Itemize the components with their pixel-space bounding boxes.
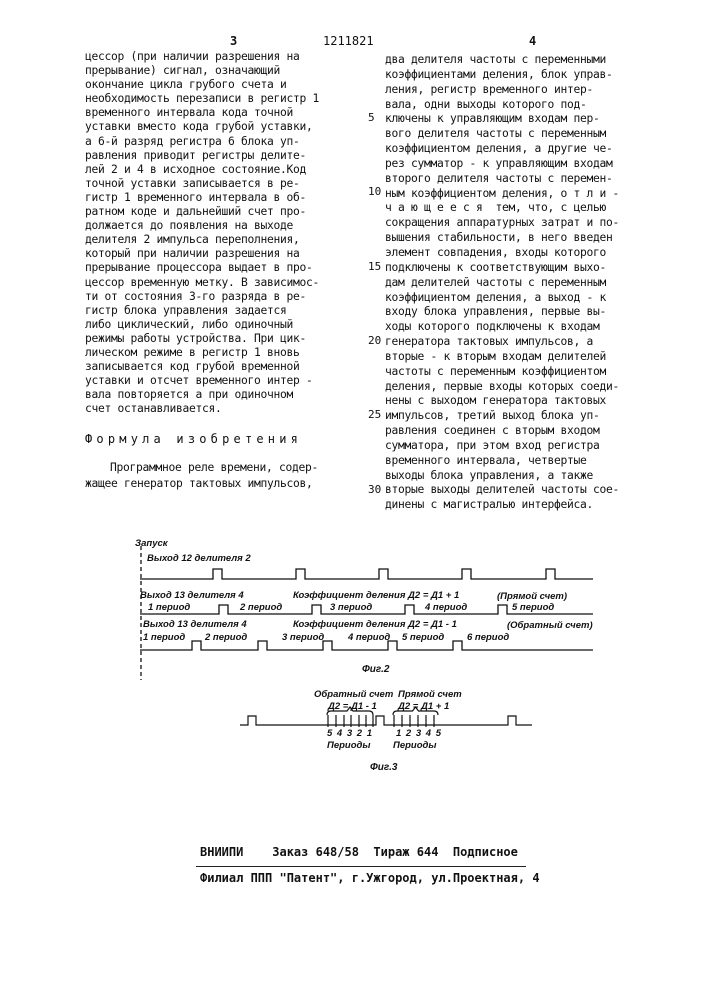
fig2-start-label: Запуск: [135, 538, 168, 549]
text-line: должается до появления на выходе: [85, 219, 319, 233]
text-line: временного интервала, четвертые: [385, 454, 619, 469]
page-number-right: 4: [529, 34, 536, 48]
line-number: 20: [368, 334, 381, 347]
text-line: прерывание) сигнал, означающий: [85, 64, 319, 78]
fig3-left-formula: Д2 = Д1 - 1: [328, 701, 377, 712]
text-line: импульсов, третий выход блока уп-: [385, 409, 619, 424]
text-line: подключены к соответствующим выхо-: [385, 261, 619, 276]
text-line: записывается код грубой временной: [85, 360, 319, 374]
text-line: рез сумматор - к управляющим входам: [385, 157, 619, 172]
text-line: уставки вместо кода грубой уставки,: [85, 120, 319, 134]
fig2-row3-mode: (Обратный счет): [507, 620, 593, 631]
text-line: равления соединен с вторым входом: [385, 424, 619, 439]
fig2-row2-mode: (Прямой счет): [497, 591, 567, 602]
text-line: деления, первые входы которых соеди-: [385, 380, 619, 395]
period-label: 3 период: [330, 602, 372, 613]
fig3-right-label: Периоды: [393, 740, 437, 751]
text-line: счет останавливается.: [85, 402, 319, 416]
text-line: а 6-й разряд регистра 6 блока уп-: [85, 135, 319, 149]
text-line: два делителя частоты с переменными: [385, 53, 619, 68]
line-number: 25: [368, 408, 381, 421]
text-line: делителя 2 импульса переполнения,: [85, 233, 319, 247]
footer-divider: [196, 866, 526, 867]
text-line: вторые - к вторым входам делителей: [385, 350, 619, 365]
text-line: окончание цикла грубого счета и: [85, 78, 319, 92]
fig3-left-mode: Обратный счет: [314, 689, 393, 700]
text-line: вого делителя частоты с переменным: [385, 127, 619, 142]
text-line: сумматора, при этом вход регистра: [385, 439, 619, 454]
footer-line-1: ВНИИПИ Заказ 648/58 Тираж 644 Подписное: [200, 845, 518, 859]
text-line: либо циклический, либо одиночный: [85, 318, 319, 332]
text-line: дам делителей частоты с переменным: [385, 276, 619, 291]
text-line: лей 2 и 4 в исходное состояние.Код: [85, 163, 319, 177]
text-line: вышения стабильности, в него введен: [385, 231, 619, 246]
text-line: ключены к управляющим входам пер-: [385, 112, 619, 127]
text-line: который при наличии разрешения на: [85, 247, 319, 261]
text-line: цессор временную метку. В зависимос-: [85, 276, 319, 290]
text-line: выходы блока управления, а также: [385, 469, 619, 484]
fig3-left-numbers: 5 4 3 2 1: [327, 728, 373, 739]
fig3-right-mode: Прямой счет: [398, 689, 462, 700]
text-line: ти от состояния 3-го разряда в ре-: [85, 290, 319, 304]
text-line: уставки и отсчет временного интер -: [85, 374, 319, 388]
text-line: нены с выходом генератора тактовых: [385, 394, 619, 409]
text-line: элемент совпадения, входы которого: [385, 246, 619, 261]
text-line: прерывание процессора выдает в про-: [85, 261, 319, 275]
text-line: необходимость перезаписи в регистр 1: [85, 92, 319, 106]
text-line: лическом режиме в регистр 1 вновь: [85, 346, 319, 360]
period-label: 5 период: [402, 632, 444, 643]
text-line: генератора тактовых импульсов, а: [385, 335, 619, 350]
fig3-right-formula: Д2 = Д1 + 1: [398, 701, 449, 712]
fig2-caption: Фиг.2: [362, 664, 389, 675]
fig2-row2-coef: Коэффициент деления Д2 = Д1 + 1: [293, 590, 459, 601]
period-label: 1 период: [143, 632, 185, 643]
period-label: 3 период: [282, 632, 324, 643]
period-label: 6 период: [467, 632, 509, 643]
line-number: 15: [368, 260, 381, 273]
text-line: коэффициентом деления, а выход - к: [385, 291, 619, 306]
period-label: 4 период: [348, 632, 390, 643]
patent-page: [0, 0, 707, 1000]
period-label: 1 период: [148, 602, 190, 613]
line-number: 5: [368, 111, 375, 124]
claim-line-1: Программное реле времени, содер-: [110, 460, 318, 475]
pulse-train: [140, 569, 593, 579]
text-line: ным коэффициентом деления, о т л и -: [385, 187, 619, 202]
text-line: сокращения аппаратурных затрат и по-: [385, 216, 619, 231]
fig3-waveform: [240, 707, 532, 727]
text-line: вала повторяется а при одиночном: [85, 388, 319, 402]
period-label: 4 период: [425, 602, 467, 613]
patent-number: 1211821: [323, 34, 374, 48]
text-line: вторые выходы делителей частоты сое-: [385, 483, 619, 498]
pulse-train: [240, 716, 532, 725]
text-line: входу блока управления, первые вы-: [385, 305, 619, 320]
fig2-row2-label: Выход 13 делителя 4: [140, 590, 244, 601]
text-line: вала, одни выходы которого под-: [385, 98, 619, 113]
text-line: второго делителя частоты с перемен-: [385, 172, 619, 187]
text-line: динены с магистралью интерфейса.: [385, 498, 619, 513]
period-label: 5 период: [512, 602, 554, 613]
text-line: коэффициентами деления, блок управ-: [385, 68, 619, 83]
line-number: 10: [368, 185, 381, 198]
period-label: 2 период: [240, 602, 282, 613]
text-line: ходы которого подключены к входам: [385, 320, 619, 335]
text-line: режимы работы устройства. При цик-: [85, 332, 319, 346]
text-line: ратном коде и дальнейший счет про-: [85, 205, 319, 219]
text-line: ления, регистр временного интер-: [385, 83, 619, 98]
fig3-right-numbers: 1 2 3 4 5: [396, 728, 442, 739]
text-line: точной уставки записывается в ре-: [85, 177, 319, 191]
text-line: частоты с переменным коэффициентом: [385, 365, 619, 380]
text-line: равления приводит регистры делите-: [85, 149, 319, 163]
page-number-left: 3: [230, 34, 237, 48]
text-line: гистр 1 временного интервала в об-: [85, 191, 319, 205]
line-number: 30: [368, 483, 381, 496]
fig2-row3-label: Выход 13 делителя 4: [143, 619, 247, 630]
formula-heading: Формула изобретения: [85, 432, 302, 446]
text-line: ч а ю щ е е с я тем, что, с целью: [385, 201, 619, 216]
fig2-row1-label: Выход 12 делителя 2: [147, 553, 251, 564]
fig2-row3-coef: Коэффициент деления Д2 = Д1 - 1: [293, 619, 457, 630]
fig2-waveforms: [140, 546, 593, 680]
claim-line-2: жащее генератор тактовых импульсов,: [85, 476, 313, 491]
text-line: цессор (при наличии разрешения на: [85, 50, 319, 64]
footer-line-2: Филиал ППП "Патент", г.Ужгород, ул.Проектная, 4: [200, 871, 540, 885]
text-line: временного интервала кода точной: [85, 106, 319, 120]
text-line: коэффициентом деления, а другие че-: [385, 142, 619, 157]
fig3-left-label: Периоды: [327, 740, 371, 751]
text-line: гистр блока управления задается: [85, 304, 319, 318]
fig3-caption: Фиг.3: [370, 762, 397, 773]
period-label: 2 период: [205, 632, 247, 643]
